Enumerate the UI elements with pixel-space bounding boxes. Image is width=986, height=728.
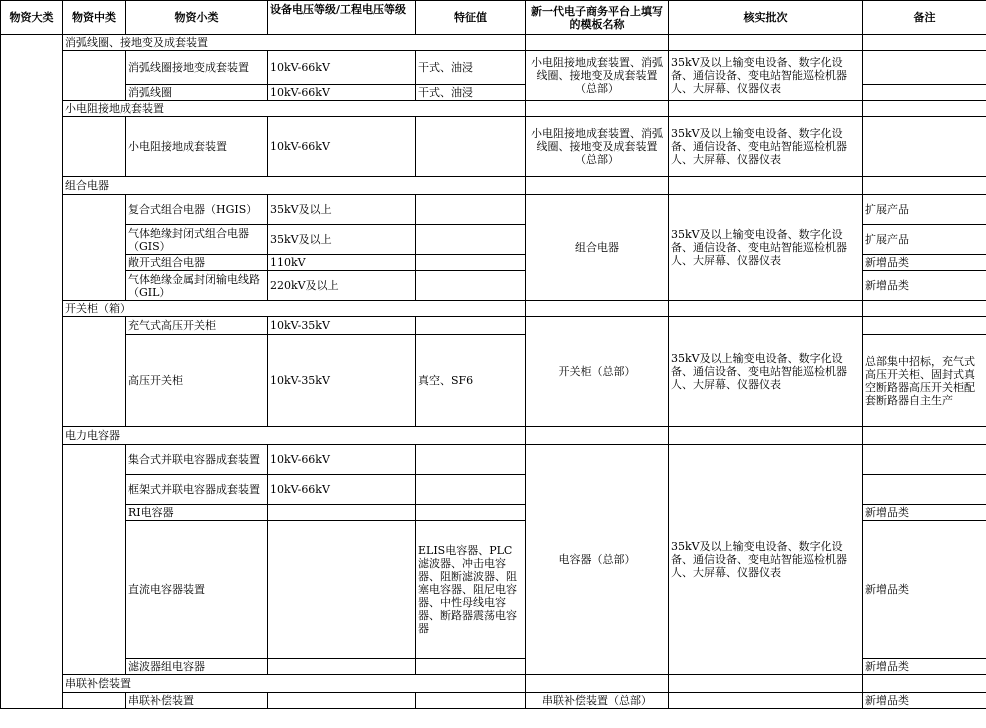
header-remarks: 备注 <box>863 1 986 35</box>
small-category-cell: 集合式并联电容器成套装置 <box>126 445 268 475</box>
mid-category-cell <box>63 117 126 177</box>
table-row <box>1 117 986 177</box>
note-cell <box>863 301 986 317</box>
template-cell: 组合电器 <box>526 195 669 301</box>
feature-cell: 干式、油浸 <box>416 85 526 101</box>
group-row <box>1 35 986 51</box>
template-cell: 小电阻接地成套装置、消弧线圈、接地变及成套装置（总部） <box>526 51 669 101</box>
template-cell <box>526 675 669 693</box>
group-row <box>1 675 986 693</box>
header-big-category: 物资大类 <box>1 1 63 35</box>
voltage-cell: 10kV-66kV <box>268 117 416 177</box>
small-category-cell: 气体绝缘封闭式组合电器（GIS） <box>126 225 268 255</box>
voltage-cell <box>268 659 416 675</box>
template-cell: 串联补偿装置（总部） <box>526 693 669 709</box>
voltage-cell: 10kV-66kV <box>268 475 416 505</box>
header-feature-value: 特征值 <box>416 1 526 35</box>
voltage-cell: 220kV及以上 <box>268 271 416 301</box>
note-cell <box>863 445 986 475</box>
mid-category-cell <box>63 693 126 709</box>
note-cell <box>863 427 986 445</box>
template-cell <box>526 101 669 117</box>
small-category-cell: 消弧线圈接地变成套装置 <box>126 51 268 85</box>
small-category-cell: 小电阻接地成套装置 <box>126 117 268 177</box>
batch-cell <box>669 101 863 117</box>
note-cell <box>863 51 986 85</box>
group-title: 电力电容器 <box>63 427 526 445</box>
table-row <box>1 693 986 709</box>
note-cell: 扩展产品 <box>863 225 986 255</box>
template-cell: 小电阻接地成套装置、消弧线圈、接地变及成套装置（总部） <box>526 117 669 177</box>
voltage-cell: 35kV及以上 <box>268 225 416 255</box>
feature-cell: ELIS电容器、PLC滤波器、冲击电容器、阻断滤波器、阻塞电容器、阻尼电容器、中性母线电容器、断路器震荡电容器 <box>416 521 526 659</box>
note-cell: 新增品类 <box>863 255 986 271</box>
mid-category-cell <box>63 51 126 101</box>
voltage-cell: 10kV-66kV <box>268 85 416 101</box>
header-row <box>1 1 986 35</box>
group-row <box>1 177 986 195</box>
voltage-cell: 110kV <box>268 255 416 271</box>
group-title: 开关柜（箱） <box>63 301 526 317</box>
table-row <box>1 195 986 225</box>
small-category-cell: 充气式高压开关柜 <box>126 317 268 335</box>
voltage-cell <box>268 693 416 709</box>
batch-cell: 35kV及以上输变电设备、数字化设备、通信设备、变电站智能巡检机器人、大屏幕、仪器仪表 <box>669 117 863 177</box>
voltage-cell: 10kV-66kV <box>268 445 416 475</box>
header-small-category: 物资小类 <box>126 1 268 35</box>
header-template-name: 新一代电子商务平台上填写的模板名称 <box>526 1 669 35</box>
mid-category-cell <box>63 445 126 675</box>
feature-cell: 干式、油浸 <box>416 51 526 85</box>
small-category-cell: 直流电容器装置 <box>126 521 268 659</box>
small-category-cell: 敞开式组合电器 <box>126 255 268 271</box>
note-cell <box>863 317 986 335</box>
header-verification-batch: 核实批次 <box>669 1 863 35</box>
template-cell <box>526 301 669 317</box>
group-row <box>1 427 986 445</box>
batch-cell: 35kV及以上输变电设备、数字化设备、通信设备、变电站智能巡检机器人、大屏幕、仪器仪表 <box>669 195 863 301</box>
batch-cell <box>669 177 863 195</box>
feature-cell <box>416 659 526 675</box>
group-title: 小电阻接地成套装置 <box>63 101 526 117</box>
small-category-cell: 滤波器组电容器 <box>126 659 268 675</box>
table-row <box>1 445 986 475</box>
voltage-cell: 10kV-35kV <box>268 335 416 427</box>
voltage-cell: 35kV及以上 <box>268 195 416 225</box>
feature-cell: 真空、SF6 <box>416 335 526 427</box>
small-category-cell: RI电容器 <box>126 505 268 521</box>
header-mid-category: 物资中类 <box>63 1 126 35</box>
feature-cell <box>416 195 526 225</box>
batch-cell: 35kV及以上输变电设备、数字化设备、通信设备、变电站智能巡检机器人、大屏幕、仪器仪表 <box>669 51 863 101</box>
feature-cell <box>416 475 526 505</box>
batch-cell <box>669 693 863 709</box>
batch-cell <box>669 301 863 317</box>
header-voltage-level: 设备电压等级/工程电压等级 <box>268 1 416 35</box>
mid-category-cell <box>63 195 126 301</box>
note-cell: 新增品类 <box>863 271 986 301</box>
feature-cell <box>416 225 526 255</box>
note-cell: 扩展产品 <box>863 195 986 225</box>
batch-cell <box>669 427 863 445</box>
batch-cell <box>669 35 863 51</box>
table-row <box>1 317 986 335</box>
template-cell <box>526 35 669 51</box>
note-cell <box>863 85 986 101</box>
note-cell <box>863 177 986 195</box>
group-row <box>1 301 986 317</box>
small-category-cell: 高压开关柜 <box>126 335 268 427</box>
template-cell <box>526 427 669 445</box>
feature-cell <box>416 317 526 335</box>
small-category-cell: 串联补偿装置 <box>126 693 268 709</box>
feature-cell <box>416 693 526 709</box>
voltage-cell: 10kV-66kV <box>268 51 416 85</box>
batch-cell <box>669 675 863 693</box>
note-cell: 新增品类 <box>863 659 986 675</box>
big-category-cell <box>1 35 63 709</box>
small-category-cell: 复合式组合电器（HGIS） <box>126 195 268 225</box>
small-category-cell: 气体绝缘金属封闭输电线路（GIL） <box>126 271 268 301</box>
note-cell <box>863 35 986 51</box>
feature-cell <box>416 271 526 301</box>
group-title: 消弧线圈、接地变及成套装置 <box>63 35 526 51</box>
note-cell: 总部集中招标，充气式高压开关柜、固封式真空断路器高压开关柜配套断路器自主生产 <box>863 335 986 427</box>
feature-cell <box>416 255 526 271</box>
batch-cell: 35kV及以上输变电设备、数字化设备、通信设备、变电站智能巡检机器人、大屏幕、仪器仪表 <box>669 317 863 427</box>
note-cell: 新增品类 <box>863 693 986 709</box>
voltage-cell <box>268 521 416 659</box>
template-cell <box>526 177 669 195</box>
small-category-cell: 框架式并联电容器成套装置 <box>126 475 268 505</box>
template-cell: 开关柜（总部） <box>526 317 669 427</box>
group-title: 串联补偿装置 <box>63 675 526 693</box>
table-row <box>1 51 986 85</box>
group-row <box>1 101 986 117</box>
note-cell <box>863 101 986 117</box>
mid-category-cell <box>63 317 126 427</box>
note-cell <box>863 675 986 693</box>
batch-cell: 35kV及以上输变电设备、数字化设备、通信设备、变电站智能巡检机器人、大屏幕、仪器仪表 <box>669 445 863 675</box>
small-category-cell: 消弧线圈 <box>126 85 268 101</box>
note-cell <box>863 475 986 505</box>
group-title: 组合电器 <box>63 177 526 195</box>
note-cell: 新增品类 <box>863 521 986 659</box>
voltage-cell: 10kV-35kV <box>268 317 416 335</box>
feature-cell <box>416 445 526 475</box>
template-cell: 电容器（总部） <box>526 445 669 675</box>
feature-cell <box>416 117 526 177</box>
note-cell <box>863 117 986 177</box>
feature-cell <box>416 505 526 521</box>
voltage-cell <box>268 505 416 521</box>
note-cell: 新增品类 <box>863 505 986 521</box>
